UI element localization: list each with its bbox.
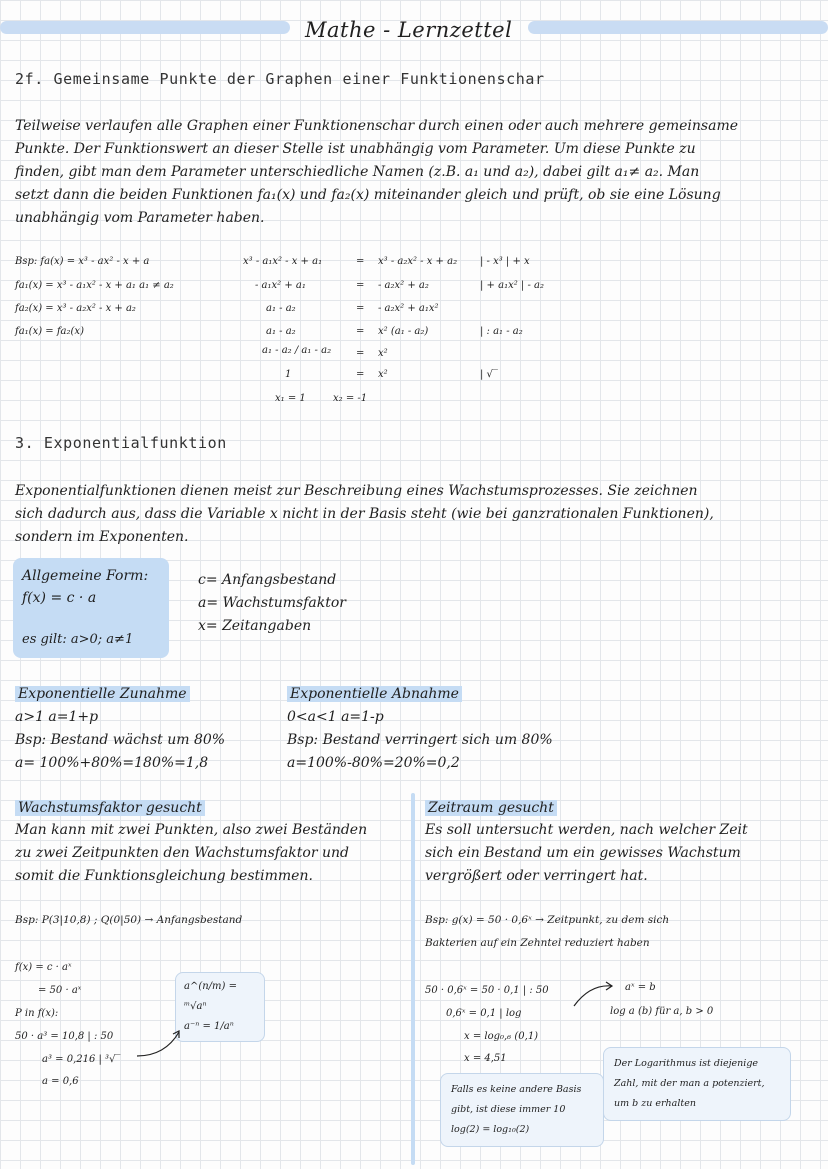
- page-title: Mathe - Lernzettel: [305, 18, 513, 42]
- equation-rhs: x³ - a₂x² - x + a₂: [378, 256, 458, 267]
- equation-sign: =: [356, 280, 365, 291]
- abnahme-line: Bsp: Bestand verringert sich um 80%: [287, 732, 553, 748]
- zunahme-title: [15, 683, 190, 706]
- example-left-line: fa₁(x) = fa₂(x): [15, 326, 84, 337]
- power-rule: a^(n/m) = ᵐ√aⁿ: [184, 981, 237, 1012]
- equation-rhs: x²: [378, 369, 388, 380]
- section-2f-paragraph: [15, 115, 785, 230]
- zeitraum-step: x = log₀,₆ (0,1): [464, 1031, 539, 1042]
- zunahme-line: a>1 a=1+p: [15, 709, 99, 725]
- zunahme-title-text: Exponentielle Zunahme: [15, 686, 190, 702]
- wachstumsfaktor-title-text: Wachstumsfaktor gesucht: [15, 800, 205, 816]
- zeitraum-step: x = 4,51: [464, 1053, 507, 1064]
- wachstumsfaktor-step: f(x) = c · aˣ: [15, 962, 72, 973]
- paragraph-line: Exponentialfunktionen dienen meist zur Beschreibung eines Wachstumsprozesses. Sie zeichnen: [15, 483, 698, 499]
- wachstumsfaktor-line: somit die Funktionsgleichung bestimmen.: [15, 868, 313, 884]
- general-form-label: Allgemeine Form:: [22, 568, 149, 584]
- equation-rhs: x² (a₁ - a₂): [378, 326, 429, 337]
- zunahme-line: Bsp: Bestand wächst um 80%: [15, 732, 226, 748]
- example-left-line: fa₁(x) = x³ - a₁x² - x + a₁ a₁ ≠ a₂: [15, 280, 174, 291]
- equation-operation: | + a₁x² | - a₂: [480, 280, 544, 291]
- equation-lhs: a₁ - a₂ / a₁ - a₂: [262, 345, 332, 356]
- paragraph-line: unabhängig vom Parameter haben.: [15, 210, 265, 226]
- power-rules-box: [175, 972, 265, 1042]
- general-form-condition: es gilt: a>0; a≠1: [22, 632, 134, 647]
- paragraph-line: Teilweise verlaufen alle Graphen einer Funktionenschar durch einen oder auch mehrere gemeinsame: [15, 118, 739, 134]
- definition-a: a= Wachstumsfaktor: [198, 595, 346, 611]
- note-line: Zahl, mit der man a potenziert,: [614, 1078, 765, 1089]
- paragraph-line: sich dadurch aus, dass die Variable x nicht in der Basis steht (wie bei ganzrationalen Funktionen),: [15, 506, 714, 522]
- equation-sign: =: [356, 369, 365, 380]
- equation-lhs: a₁ - a₂: [266, 326, 296, 337]
- arrow-icon: [135, 1028, 185, 1060]
- note-line: Der Logarithmus ist diejenige: [614, 1058, 759, 1069]
- paragraph-line: sondern im Exponenten.: [15, 529, 189, 545]
- header-bar-right: [528, 21, 828, 34]
- paragraph-line: setzt dann die beiden Funktionen fa₁(x) und fa₂(x) miteinander gleich und prüft, ob sie eine Lösung: [15, 187, 721, 203]
- abnahme-line: 0<a<1 a=1-p: [287, 709, 384, 725]
- power-rule: a⁻ⁿ = 1/aⁿ: [184, 1021, 234, 1032]
- wachstumsfaktor-step: a³ = 0,216 | ³√‾: [42, 1054, 121, 1065]
- paragraph-line: Punkte. Der Funktionswert an dieser Stelle ist unabhängig vom Parameter. Um diese Punkte zu: [15, 141, 696, 157]
- zeitraum-line: vergrößert oder verringert hat.: [425, 868, 648, 884]
- note-line: gibt, ist diese immer 10: [451, 1104, 566, 1115]
- zeitraum-title: [425, 797, 557, 820]
- definition-x: x= Zeitangaben: [198, 618, 312, 634]
- wachstumsfaktor-step: a = 0,6: [42, 1076, 79, 1087]
- wachstumsfaktor-example: Bsp: P(3|10,8) ; Q(0|50) → Anfangsbestand: [15, 914, 243, 926]
- column-divider: [411, 793, 415, 1165]
- equation-operation: | : a₁ - a₂: [480, 326, 523, 337]
- example-left-line: Bsp: fa(x) = x³ - ax² - x + a: [15, 256, 150, 267]
- equation-rhs: - a₂x² + a₁x²: [378, 303, 439, 314]
- solution-x2: x₂ = -1: [333, 393, 368, 404]
- wachstumsfaktor-title: [15, 797, 205, 820]
- abnahme-line: a=100%-80%=20%=0,2: [287, 755, 460, 771]
- zeitraum-example: Bakterien auf ein Zehntel reduziert haben: [425, 937, 650, 949]
- section-2f-heading: 2f. Gemeinsame Punkte der Graphen einer Funktionenschar: [15, 70, 545, 88]
- equation-lhs: x³ - a₁x² - x + a₁: [243, 256, 323, 267]
- equation-lhs: - a₁x² + a₁: [255, 280, 306, 291]
- paragraph-line: finden, gibt man dem Parameter unterschiedliche Namen (z.B. a₁ und a₂), dabei gilt a₁≠ a₂. Man: [15, 164, 700, 180]
- wachstumsfaktor-step: P in f(x):: [15, 1008, 59, 1019]
- equation-sign: =: [356, 326, 365, 337]
- note-line: um b zu erhalten: [614, 1098, 696, 1109]
- zeitraum-example: Bsp: g(x) = 50 · 0,6ˣ → Zeitpunkt, zu dem sich: [425, 914, 670, 926]
- zunahme-line: a= 100%+80%=180%=1,8: [15, 755, 209, 771]
- equation-sign: =: [356, 256, 365, 267]
- equation-operation: | √‾: [480, 369, 498, 380]
- zeitraum-title-text: Zeitraum gesucht: [425, 800, 557, 816]
- zeitraum-line: Es soll untersucht werden, nach welcher Zeit: [425, 822, 748, 838]
- equation-lhs: 1: [285, 369, 292, 380]
- header-bar-left: [0, 21, 290, 34]
- equation-operation: | - x³ | + x: [480, 256, 530, 267]
- zeitraum-step: 0,6ˣ = 0,1 | log: [446, 1008, 522, 1019]
- zeitraum-line: sich ein Bestand um ein gewisses Wachstum: [425, 845, 741, 861]
- note-line: Falls es keine andere Basis: [451, 1084, 582, 1095]
- general-form-formula: f(x) = c · a: [22, 590, 97, 606]
- equation-rhs: - a₂x² + a₂: [378, 280, 429, 291]
- equation-lhs: a₁ - a₂: [266, 303, 296, 314]
- section-3-heading: 3. Exponentialfunktion: [15, 434, 227, 452]
- note-logarithm: [603, 1047, 791, 1121]
- abnahme-title-text: Exponentielle Abnahme: [287, 686, 462, 702]
- abnahme-title: [287, 683, 462, 706]
- wachstumsfaktor-line: Man kann mit zwei Punkten, also zwei Beständen: [15, 822, 368, 838]
- wachstumsfaktor-step: 50 · a³ = 10,8 | : 50: [15, 1031, 114, 1042]
- equation-sign: =: [356, 303, 365, 314]
- note-basis: [440, 1073, 604, 1147]
- log-rule: aˣ = b: [625, 982, 656, 993]
- equation-rhs: x²: [378, 348, 388, 359]
- zeitraum-step: 50 · 0,6ˣ = 50 · 0,1 | : 50: [425, 985, 549, 996]
- solution-x1: x₁ = 1: [275, 393, 306, 404]
- log-rule: log a (b) für a, b > 0: [610, 1006, 714, 1017]
- wachstumsfaktor-step: = 50 · aˣ: [38, 985, 82, 996]
- equation-sign: =: [356, 348, 365, 359]
- wachstumsfaktor-line: zu zwei Zeitpunkten den Wachstumsfaktor und: [15, 845, 349, 861]
- example-left-line: fa₂(x) = x³ - a₂x² - x + a₂: [15, 303, 136, 314]
- note-line: log(2) = log₁₀(2): [451, 1124, 530, 1135]
- definition-c: c= Anfangsbestand: [198, 572, 337, 588]
- section-3-paragraph: [15, 480, 785, 549]
